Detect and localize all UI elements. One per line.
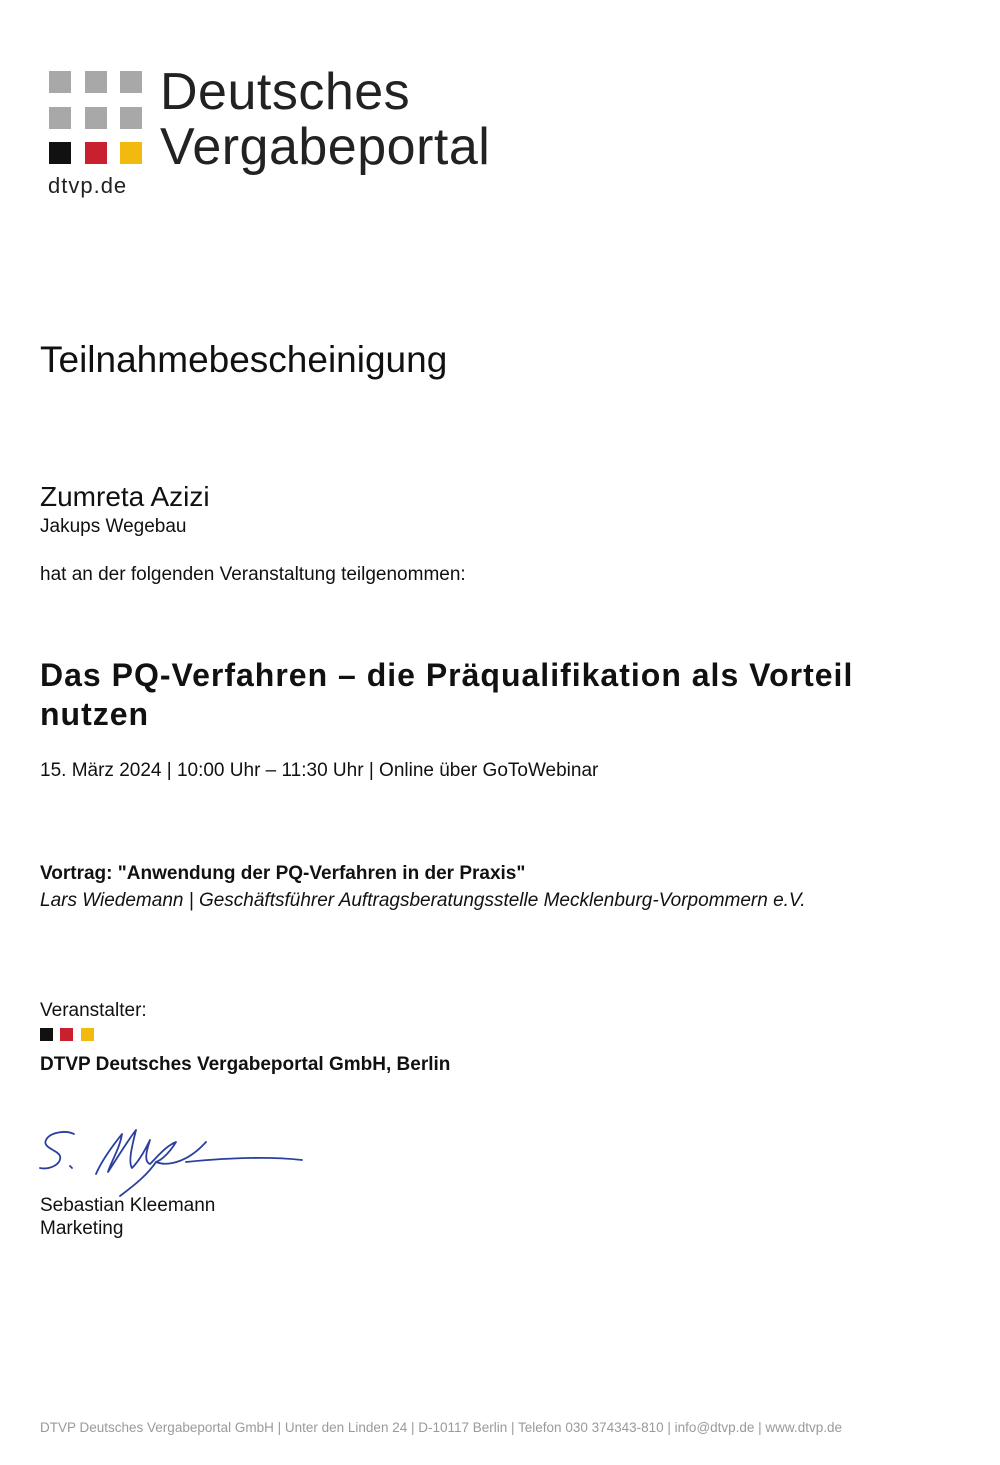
logo-domain: dtvp.de (48, 173, 128, 198)
event-title: Das PQ-Verfahren – die Präqualifikation als Vorteil nutzen (40, 657, 854, 732)
organizer-color-squares (40, 1028, 96, 1042)
signature-stroke (120, 1162, 156, 1196)
participation-statement: hat an der folgenden Veranstaltung teilgenommen: (40, 564, 466, 585)
signature-stroke (186, 1158, 302, 1162)
footer-contact: DTVP Deutsches Vergabeportal GmbH | Unter den Linden 24 | D-10117 Berlin | Telefon 030 374343-810 | info@dtvp.de | www.dtvp.de (40, 1420, 842, 1435)
logo-text-line2: Vergabeportal (160, 118, 491, 176)
logo-square-grey (120, 71, 142, 93)
signature-stroke (70, 1166, 72, 1168)
signer-name: Sebastian Kleemann (40, 1195, 216, 1216)
logo-mark (49, 71, 143, 165)
logo-square-red (85, 142, 107, 164)
logo-square-gold (120, 142, 142, 164)
logo-square-grey (85, 107, 107, 129)
organizer-label: Veranstalter: (40, 1000, 147, 1021)
participant-name: Zumreta Azizi (40, 481, 210, 512)
logo-square-grey (85, 71, 107, 93)
logo-square-grey (120, 107, 142, 129)
logo-text-line1: Deutsches (160, 63, 411, 121)
logo-square-black (49, 142, 71, 164)
signature-stroke (40, 1132, 74, 1168)
organizer-name: DTVP Deutsches Vergabeportal GmbH, Berlin (40, 1054, 451, 1075)
mini-square-black (40, 1028, 53, 1041)
participant-company: Jakups Wegebau (40, 516, 187, 537)
talk-title: Vortrag: "Anwendung der PQ-Verfahren in der Praxis" (40, 863, 526, 884)
event-details: 15. März 2024 | 10:00 Uhr – 11:30 Uhr | Online über GoToWebinar (40, 760, 599, 781)
handwritten-signature (36, 1122, 308, 1204)
signer-role: Marketing (40, 1218, 124, 1239)
mini-square-gold (81, 1028, 94, 1041)
talk-speaker: Lars Wiedemann | Geschäftsführer Auftragsberatungsstelle Mecklenburg-Vorpommern e.V. (40, 890, 806, 911)
logo-square-grey (49, 71, 71, 93)
document-title: Teilnahmebescheinigung (40, 339, 448, 380)
mini-square-red (60, 1028, 73, 1041)
logo-square-grey (49, 107, 71, 129)
